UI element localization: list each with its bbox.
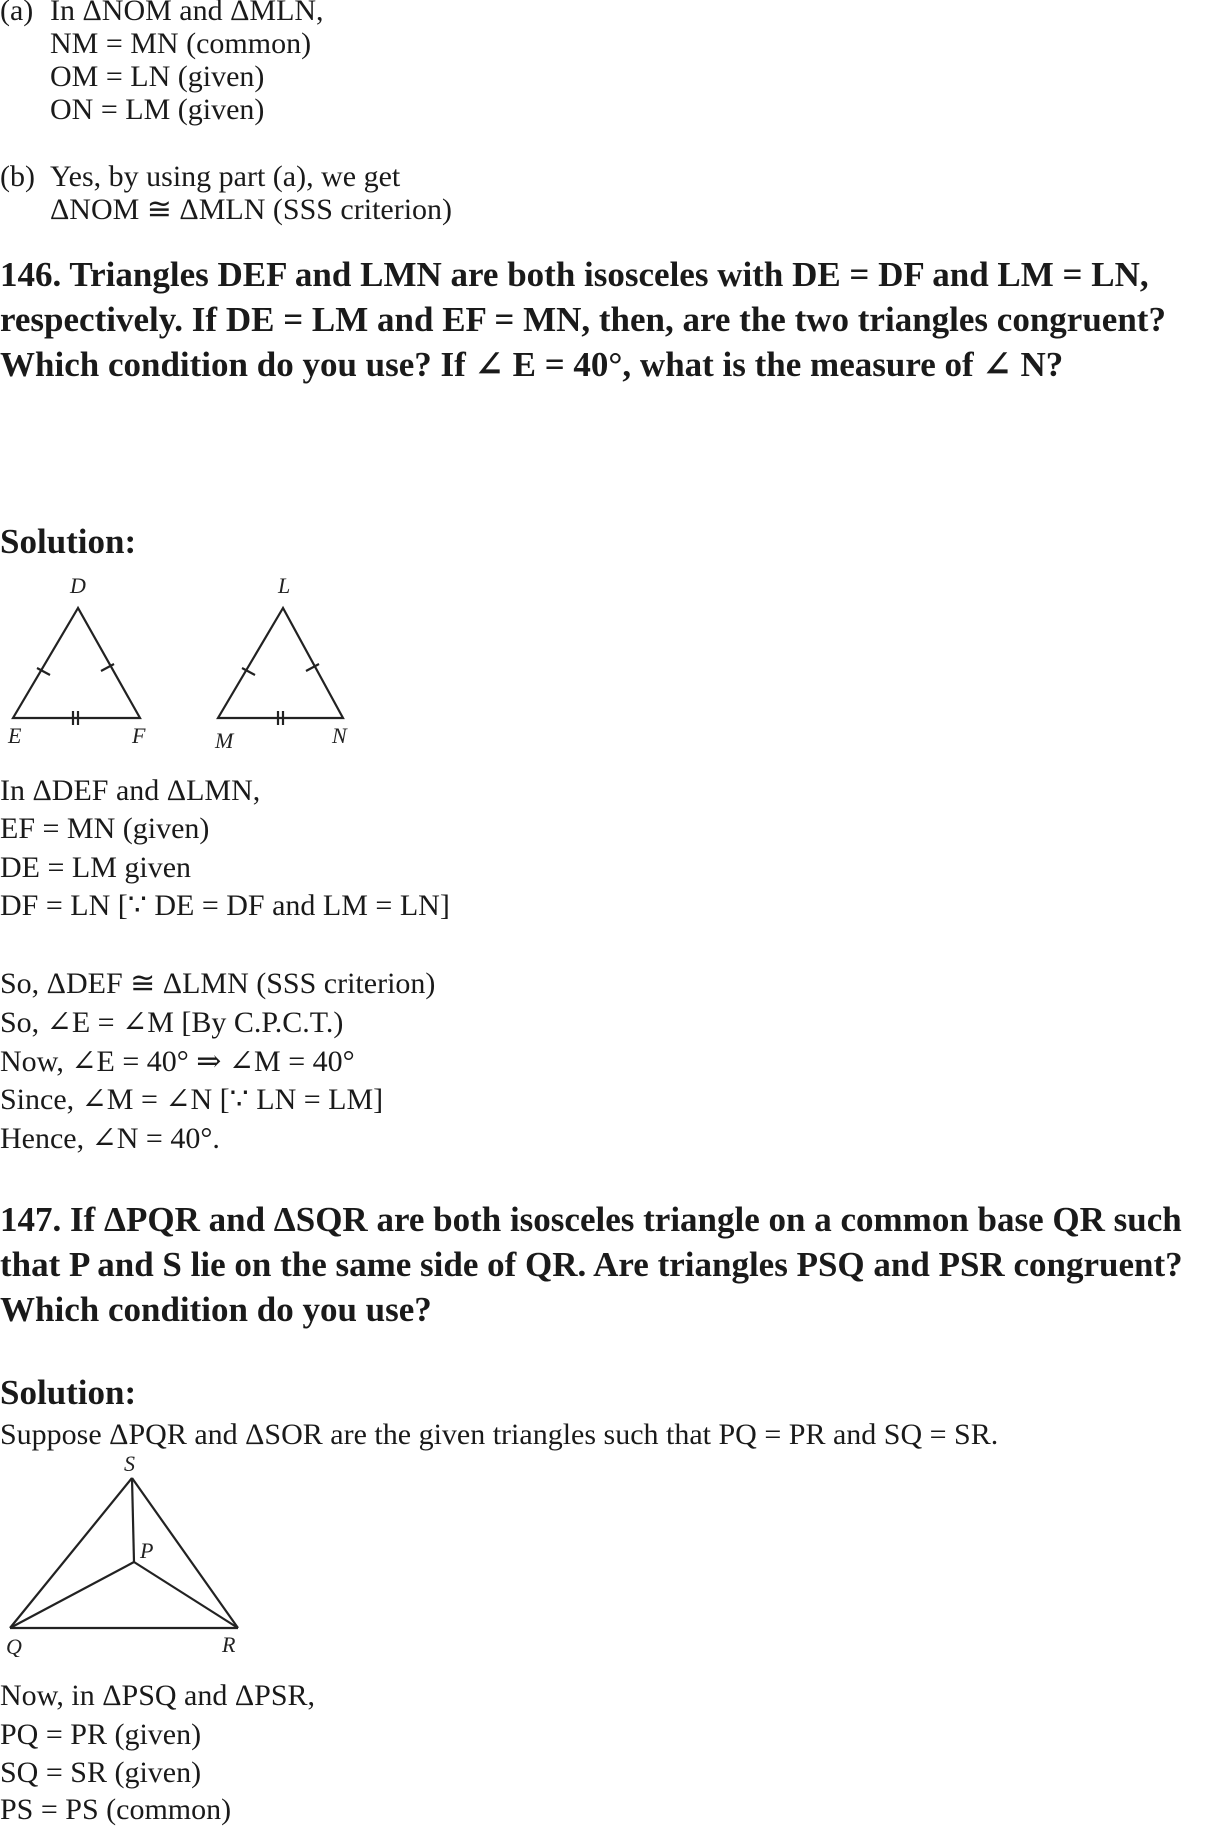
sol146-line-3: DE = LM given — [0, 851, 192, 884]
sol147-line-3: SQ = SR (given) — [0, 1756, 202, 1789]
part-b-label: (b) — [0, 160, 35, 193]
label-d: D — [70, 573, 86, 598]
sol146-line-2: EF = MN (given) — [0, 812, 210, 845]
label-n: N — [332, 723, 347, 748]
segment-sp — [132, 1478, 134, 1562]
label-f: F — [132, 723, 146, 748]
part-a-line-3: OM = LN (given) — [50, 60, 265, 93]
question-146: 146. Triangles DEF and LMN are both isosceles with DE = DF and LM = LN, respectively. If DE = LM and EF = MN, then, are the two triangles congruent? Which condition do you use? If ∠ E = 40°, what is the measure of ∠ N? — [0, 255, 1166, 384]
label-q: Q — [6, 1634, 22, 1657]
solution-heading-146: Solution: — [0, 522, 137, 561]
label-s: S — [124, 1452, 135, 1476]
triangles-pqr-sqr-figure — [0, 1452, 260, 1657]
segment-pr — [134, 1562, 238, 1628]
solution-heading-147: Solution: — [0, 1373, 137, 1412]
sol147-line-2: PQ = PR (given) — [0, 1718, 202, 1751]
sol146-line-6: So, ∠E = ∠M [By C.P.C.T.) — [0, 1006, 344, 1039]
side-sq — [10, 1478, 132, 1628]
part-b-line-2: ΔNOM ≅ ΔMLN (SSS criterion) — [50, 193, 453, 226]
part-a-line-4: ON = LM (given) — [50, 93, 265, 126]
part-a-line-1: In ΔNOM and ΔMLN, — [50, 0, 324, 27]
label-p: P — [140, 1538, 154, 1563]
sol146-line-4: DF = LN [∵ DE = DF and LM = LN] — [0, 889, 450, 922]
label-l: L — [278, 573, 291, 598]
label-e: E — [8, 723, 22, 748]
sol147-line-1: Now, in ΔPSQ and ΔPSR, — [0, 1679, 316, 1712]
sol146-line-7: Now, ∠E = 40° ⇒ ∠M = 40° — [0, 1045, 355, 1078]
label-r: R — [222, 1632, 236, 1657]
sol146-line-5: So, ΔDEF ≅ ΔLMN (SSS criterion) — [0, 967, 436, 1000]
sol146-line-1: In ΔDEF and ΔLMN, — [0, 774, 261, 807]
sol146-line-8: Since, ∠M = ∠N [∵ LN = LM] — [0, 1083, 384, 1116]
label-m: M — [215, 728, 234, 753]
part-a-label: (a) — [0, 0, 34, 27]
sol146-line-9: Hence, ∠N = 40°. — [0, 1122, 220, 1155]
triangle-lmn — [218, 608, 343, 718]
part-b-line-1: Yes, by using part (a), we get — [50, 160, 401, 193]
triangles-def-lmn-figure — [0, 568, 370, 763]
sol147-intro: Suppose ΔPQR and ΔSOR are the given triangles such that PQ = PR and SQ = SR. — [0, 1418, 999, 1451]
segment-pq — [10, 1562, 134, 1628]
triangle-def — [13, 608, 140, 718]
sol147-line-4: PS = PS (common) — [0, 1793, 232, 1826]
question-147: 147. If ΔPQR and ΔSQR are both isosceles triangle on a common base QR such that P and S lie on the same side of QR. Are triangles PSQ and PSR congruent? Which condition do you use? — [0, 1200, 1183, 1329]
part-a-line-2: NM = MN (common) — [50, 27, 312, 60]
